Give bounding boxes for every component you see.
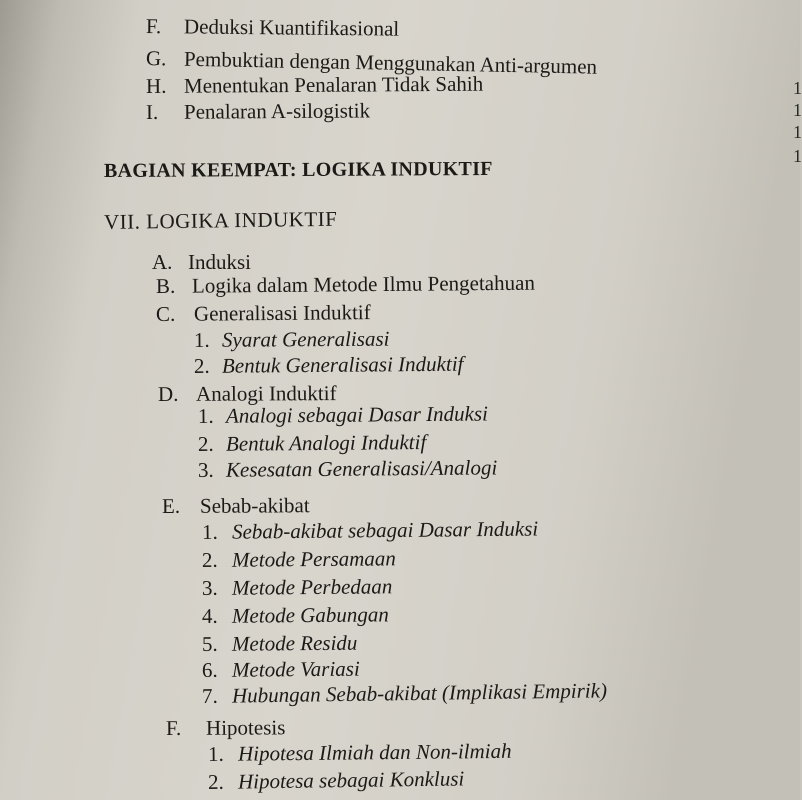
subsection-f1: 1. Hipotesa Ilmiah dan Non-ilmiah [207,738,512,766]
toc-item-g-prev: G. Pembuktian dengan Menggunakan Anti-argumen [145,46,598,79]
subsection-e2: 2. Metode Persamaan [201,546,396,572]
page-number: 1 [793,122,802,142]
subsection-c1: 1. Syarat Generalisasi [193,326,390,352]
section-a: A. Induksi [152,250,251,274]
section-d: D. Analogi Induktif [157,381,337,406]
part-heading: BAGIAN KEEMPAT: LOGIKA INDUKTIF [103,157,493,182]
subsection-d1: 1. Analogi sebagai Dasar Induksi [197,401,488,428]
section-f: F. Hipotesis [165,715,286,740]
subsection-e1: 1. Sebab-akibat sebagai Dasar Induksi [201,516,539,544]
toc-item-i-prev: I. Penalaran A-silogistik [145,98,371,124]
chapter-heading: VII. LOGIKA INDUKTIF [103,206,338,234]
subsection-e4: 4. Metode Gabungan [201,602,389,628]
toc-item-f-prev: F. Deduksi Kuantifikasional [145,14,400,41]
subsection-d2: 2. Bentuk Analogi Induktif [197,430,427,456]
page-number: 1 [793,100,802,120]
page-number: 1 [793,146,802,166]
subsection-e7: 7. Hubungan Sebab-akibat (Implikasi Empirik) [201,678,608,708]
subsection-d3: 3. Kesesatan Generalisasi/Analogi [197,455,498,482]
subsection-e3: 3. Metode Perbedaan [201,574,393,600]
subsection-c2: 2. Bentuk Generalisasi Induktif [193,351,464,378]
subsection-e6: 6. Metode Variasi [201,656,360,682]
subsection-f2: 2. Hipotesa sebagai Konklusi [207,766,465,794]
toc-item-h-prev: H. Menentukan Penalaran Tidak Sahih [145,71,484,98]
section-c: C. Generalisasi Induktif [155,300,371,326]
section-e: E. Sebab-akibat [161,493,310,518]
subsection-e5: 5. Metode Residu [201,630,358,656]
page-number: 1 [793,78,802,98]
section-b: B. Logika dalam Metode Ilmu Pengetahuan [155,270,535,298]
